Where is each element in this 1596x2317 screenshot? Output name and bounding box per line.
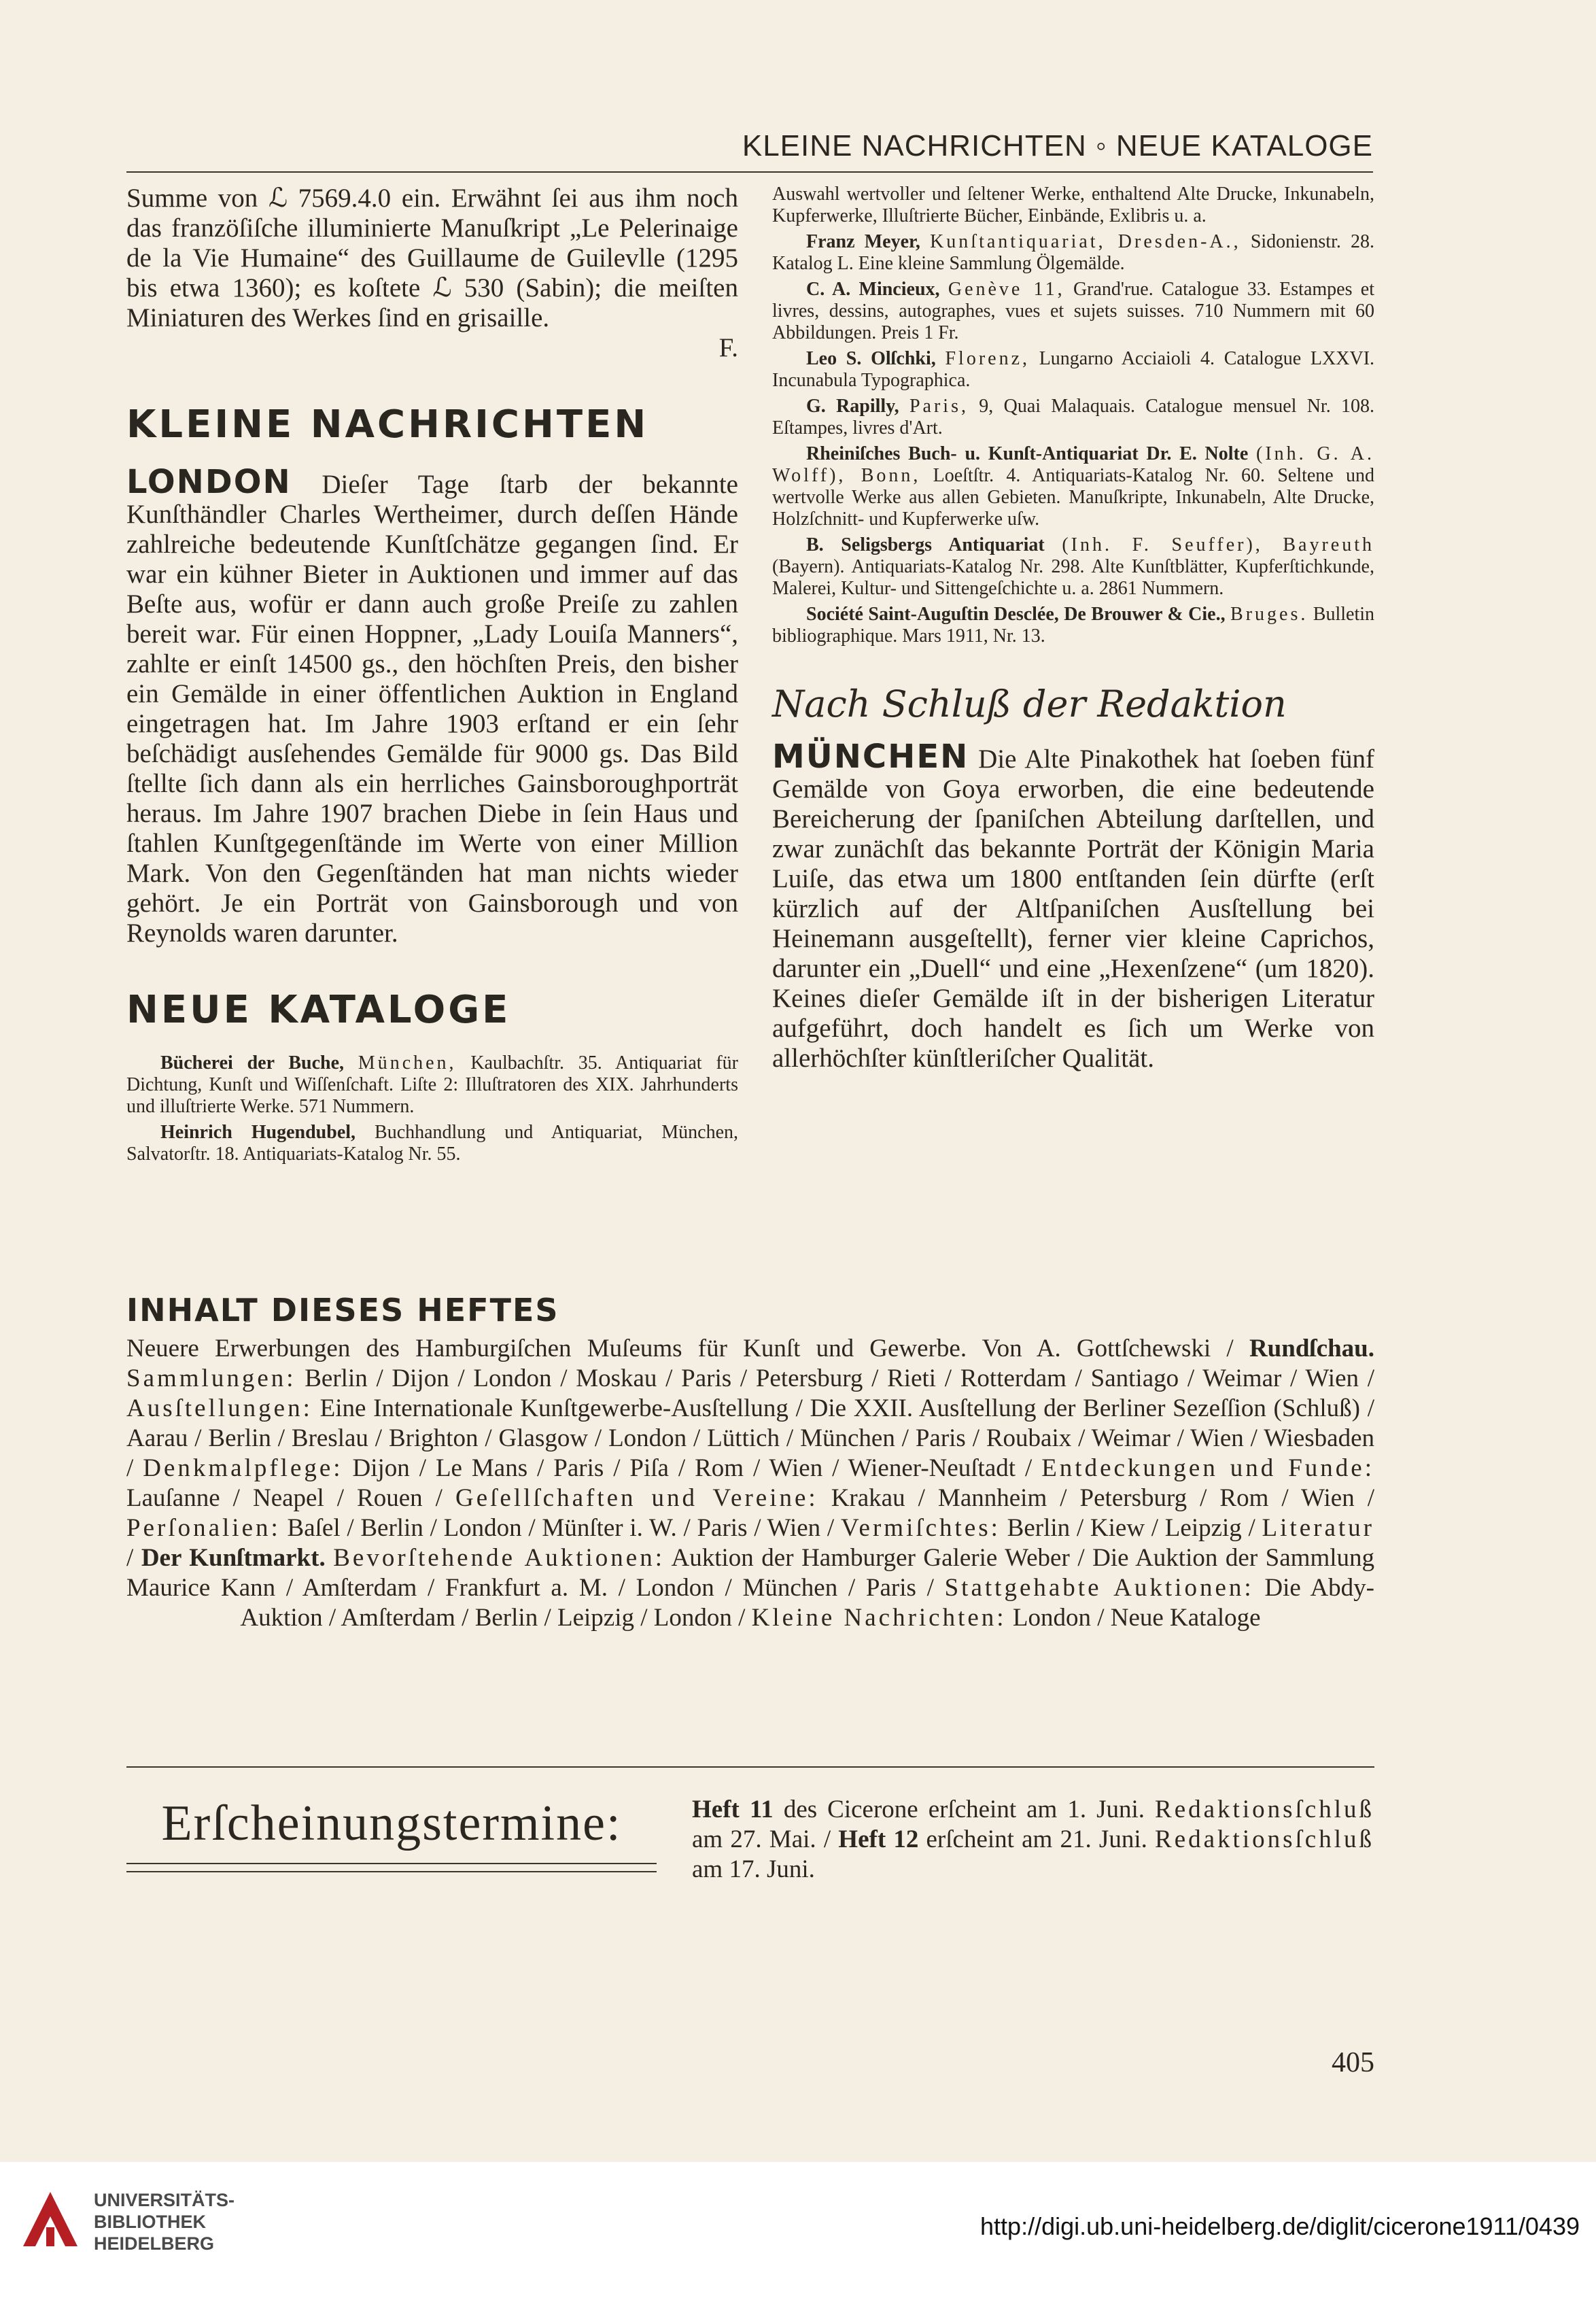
text-run: am 17. Juni. <box>692 1855 815 1883</box>
text-run: des Cicerone erſcheint am 1. Juni. <box>773 1796 1156 1823</box>
catalogue-entry <box>126 1122 738 1165</box>
text-run: Sammlungen: <box>126 1365 296 1392</box>
running-head-rule <box>126 171 1373 173</box>
library-name <box>94 2189 235 2254</box>
london-paragraph <box>126 463 738 948</box>
library-name-line: UNIVERSITÄTS- <box>94 2190 235 2210</box>
catalogue-name: Leo S. Olſchki, <box>806 348 936 369</box>
text-run: Dijon / Le Mans / Paris / Piſa / Rom / Wien / Wiener-Neuſtadt / <box>343 1454 1042 1482</box>
text-run: Bevorſtehende Auktionen: <box>333 1544 665 1572</box>
text-run: Lauſanne / Neapel / Rouen / <box>126 1484 455 1512</box>
catalogue-entry <box>772 443 1374 530</box>
text-run: Der Kunſtmarkt. <box>141 1544 326 1572</box>
text-run: Baſel / Berlin / London / Münſter i. W. / Paris / Wien / <box>280 1514 841 1542</box>
london-text: Dieſer Tage ſtarb der bekannte Kunſthändler Charles Wertheimer, durch deſſen Hände zahlreiche bedeutende Kunſtſchätze gegangen ſind. Er war ein kühner Bieter in Auktionen und immer auf das Beſte aus, wofür er dann auch große Preiſe zu zahlen bereit war. Für einen Hoppner, „Lady Louiſa Manners“, zahlte er einſt 14500 gs., den höchſten Preis, den bisher ein Gemälde in einer öffentlichen Auktion in England eingetragen hat. Im Jahre 1903 erſtand er ein ſehr beſchädigt ausſehendes Gemälde für 9000 gs. Das Bild ſtellte ſich dann als ein herrliches Gainsboroughporträt heraus. Im Jahre 1907 brachen Diebe in ſein Haus und ſtahlen Kunſtgegenſtände im Werte von einer Million Mark. Von den Gegenſtänden hat man nichts wieder gehört. Je ein Porträt von Gainsborough und von Reynolds waren darunter. <box>126 470 738 948</box>
text-run: Geſellſchaften und Vereine: <box>455 1484 818 1512</box>
text-run: Perſonalien: <box>126 1514 281 1542</box>
title-underline <box>126 1863 657 1864</box>
intro-signature: F. <box>718 333 738 362</box>
catalogue-place: Kunſtantiquariat, Dresden-A., <box>930 231 1241 252</box>
text-run: Stattgehabte Auktionen: <box>944 1574 1254 1602</box>
text-run: Eine Internationale Kunſtgewerbe-Ausſtellung / Die XXII. Ausſtellung der Berliner Sezeſſion (Schluß) / Aarau / Berlin / Breslau / Brighton / Glasgow / London / Lüttich / München / Paris / Roubaix / Weimar / Wien / Wiesbaden / <box>126 1394 1374 1482</box>
catalogue-text: Grand'rue. Catalogue 33. Estampes et livres, dessins, autographes, vues et sujets suisses. 710 Nummern mit 60 Abbildungen. Preis 1 Fr. <box>772 279 1375 343</box>
page-number: 405 <box>1332 2047 1374 2078</box>
kleine-nachrichten-heading: KLEINE NACHRICHTEN <box>126 402 649 447</box>
catalogue-place: München, <box>358 1052 457 1074</box>
title-underline <box>126 1871 657 1872</box>
intro-paragraph: Summe von ℒ 7569.4.0 ein. Erwähnt ſei aus ihm noch das franzöſiſche illuminierte Manuſkript „Le Pelerinaige de la Vie Humaine“ des Guillaume de Guilevlle (1295 bis etwa 1360); es koſtete ℒ 530 (Sabin); die meiſten Miniaturen des Werkes ſind en grisaille. <box>126 184 738 332</box>
table-of-contents <box>126 1292 1374 1633</box>
text-run: Literatur <box>1262 1514 1374 1542</box>
right-column <box>772 184 1374 1074</box>
muenchen-place: MÜNCHEN <box>772 738 969 776</box>
catalogue-entry <box>772 231 1374 275</box>
catalogue-entry <box>772 396 1374 439</box>
inhalt-heading: INHALT DIESES HEFTES <box>126 1292 559 1328</box>
catalogue-continuation: Auswahl wertvoller und ſeltener Werke, enthaltend Alte Drucke, Inkunabeln, Kupferwerke, Illuſtrierte Bücher, Einbände, Exlibris u. a. <box>772 184 1374 226</box>
text-run: Entdeckungen und Funde: <box>1041 1454 1374 1482</box>
catalogue-entry <box>126 1052 738 1118</box>
catalogue-name: G. Rapilly, <box>806 396 899 417</box>
nach-schluss-heading: Nach Schluß der Redaktion <box>772 683 1287 725</box>
catalogue-text: Lungarno Acciaioli 4. Catalogue LXXVI. Incunabula Typographica. <box>772 348 1375 391</box>
catalogue-text: Kaulbachſtr. 35. Antiquariat für Dichtung, Kunſt und Wiſſenſchaft. Liſte 2: Illuſtratoren des XIX. Jahrhunderts und illuſtrierte Werke. 571 Nummern. <box>126 1052 738 1117</box>
text-run: Auktion der Hamburger Galerie Weber / Die Auktion der Sammlung Maurice Kann / Amſterdam / Frankfurt a. M. / London / München / Paris / <box>126 1544 1375 1602</box>
library-name-line: BIBLIOTHEK <box>94 2212 206 2232</box>
text-run: Neuere Erwerbungen des Hamburgiſchen Muſeums für Kunſt und Gewerbe. Von A. Gottſchewski / <box>126 1335 1249 1362</box>
text-run: Berlin / Dijon / London / Moskau / Paris / Petersburg / Rieti / Rotterdam / Santiago / Weimar / Wien / <box>296 1365 1374 1392</box>
catalogue-name: Rheiniſches Buch- u. Kunſt-Antiquariat Dr. E. Nolte <box>806 443 1249 464</box>
catalogue-text: Loeſtſtr. 4. Antiquariats-Katalog Nr. 60. Seltene und wertvolle Werke aus allen Gebieten. Manuſkripte, Inkunabeln, Alte Drucke, Holzſchnitt- und Kupferwerke uſw. <box>772 465 1375 530</box>
left-column <box>126 184 738 1169</box>
text-run: Berlin / Kiew / Leipzig / <box>1000 1514 1262 1542</box>
running-head: KLEINE NACHRICHTEN ◦ NEUE KATALOGE <box>742 129 1373 162</box>
catalogue-name: B. Seligsbergs Antiquariat <box>806 534 1045 555</box>
neue-kataloge-heading: NEUE KATALOGE <box>126 988 511 1032</box>
catalogue-text: Bulletin bibliographique. Mars 1911, Nr. 13. <box>772 604 1375 647</box>
text-run: Kleine Nachrichten: <box>751 1604 1007 1632</box>
inhalt-body <box>126 1334 1374 1633</box>
catalogue-place: Genève 11, <box>948 279 1065 300</box>
text-run: Vermiſchtes: <box>840 1514 1001 1542</box>
text-run: / <box>126 1544 141 1572</box>
catalogue-entry <box>772 348 1374 392</box>
catalogue-place: Florenz, <box>945 348 1030 369</box>
london-place: LONDON <box>126 463 292 501</box>
catalogue-text: 9, Quai Malaquais. Catalogue mensuel Nr. 108. Eſtampes, livres d'Art. <box>772 396 1375 439</box>
source-url-link[interactable]: http://digi.ub.uni-heidelberg.de/diglit/cicerone1911/0439 <box>980 2212 1580 2240</box>
catalogue-entry <box>772 604 1374 647</box>
separator-rule <box>126 1766 1374 1768</box>
catalogue-place: Paris, <box>909 396 969 417</box>
text-run: Heft 12 <box>838 1825 919 1853</box>
catalogue-name: Heinrich Hugendubel, <box>160 1122 356 1143</box>
text-run: Denkmalpflege: <box>143 1454 343 1482</box>
muenchen-paragraph <box>772 738 1374 1074</box>
catalogue-name: C. A. Mincieux, <box>806 279 940 300</box>
text-run: Ausſtellungen: <box>126 1394 313 1422</box>
text-run: Krakau / Mannheim / Petersburg / Rom / Wien / <box>818 1484 1374 1512</box>
catalogue-text: Buchhandlung und Antiquariat, München, Salvatorſtr. 18. Antiquariats-Katalog Nr. 55. <box>126 1122 738 1165</box>
catalogue-name: Bücherei der Buche, <box>160 1052 344 1074</box>
text-run: Heft 11 <box>692 1796 774 1823</box>
university-library-logo-icon <box>16 2185 84 2253</box>
text-run: Rundſchau. <box>1249 1335 1374 1362</box>
catalogue-name: Franz Meyer, <box>806 231 920 252</box>
text-run: am 27. Mai. / <box>692 1825 839 1853</box>
catalogue-place: (Inh. G. A. Wolff), Bonn, <box>772 443 1375 486</box>
catalogue-name: Société Saint-Auguſtin Desclée, De Brouwer & Cie., <box>806 604 1226 625</box>
erscheinungstermine-text <box>692 1795 1374 1885</box>
catalogue-text: (Bayern). Antiquariats-Katalog Nr. 298. Alte Kunſtblätter, Kupferſtichkunde, Malerei, Kultur- und Sittengeſchichte u. a. 2861 Nummern. <box>772 556 1374 599</box>
catalogue-entry <box>772 279 1374 344</box>
erscheinungstermine-title: Erſcheinungstermine: <box>161 1796 622 1851</box>
catalogue-text: Sidonienstr. 28. Katalog L. Eine kleine Sammlung Ölgemälde. <box>772 231 1375 274</box>
digitization-footer <box>0 2162 1596 2317</box>
text-run: London / Neue Kataloge <box>1006 1604 1261 1632</box>
text-run <box>326 1544 334 1572</box>
text-run: erſcheint am 21. Juni. <box>918 1825 1156 1853</box>
catalogue-entry <box>772 534 1374 600</box>
library-name-line: HEIDELBERG <box>94 2233 215 2254</box>
muenchen-text: Die Alte Pinakothek hat ſoeben fünf Gemälde von Goya erworben, die eine bedeutende Bereicherung der ſpaniſchen Abteilung darſtellen, und zwar zunächſt das bekannte Porträt der Königin Maria Luiſe, das etwa um 1800 entſtanden ſein dürfte (erſt kürzlich auf der Altſpaniſchen Ausſtellung bei Heinemann ausgeſtellt), ferner vier kleine Caprichos, darunter ein „Duell“ und eine „Hexenſzene“ (um 1820). Keines dieſer Gemälde iſt in der bisherigen Literatur aufgeführt, doch handelt es ſich um Werke von allerhöchſter künſtleriſcher Qualität. <box>772 744 1374 1073</box>
catalogue-place: (Inh. F. Seuffer), Bayreuth <box>1062 534 1375 555</box>
catalogue-place: Bruges. <box>1230 604 1308 625</box>
text-run: Redaktionsſchluß <box>1155 1825 1374 1853</box>
text-run: Redaktionsſchluß <box>1155 1796 1374 1823</box>
text-run: Die Abdy-Auktion / Amſterdam / Berlin / Leipzig / London / <box>240 1574 1374 1632</box>
